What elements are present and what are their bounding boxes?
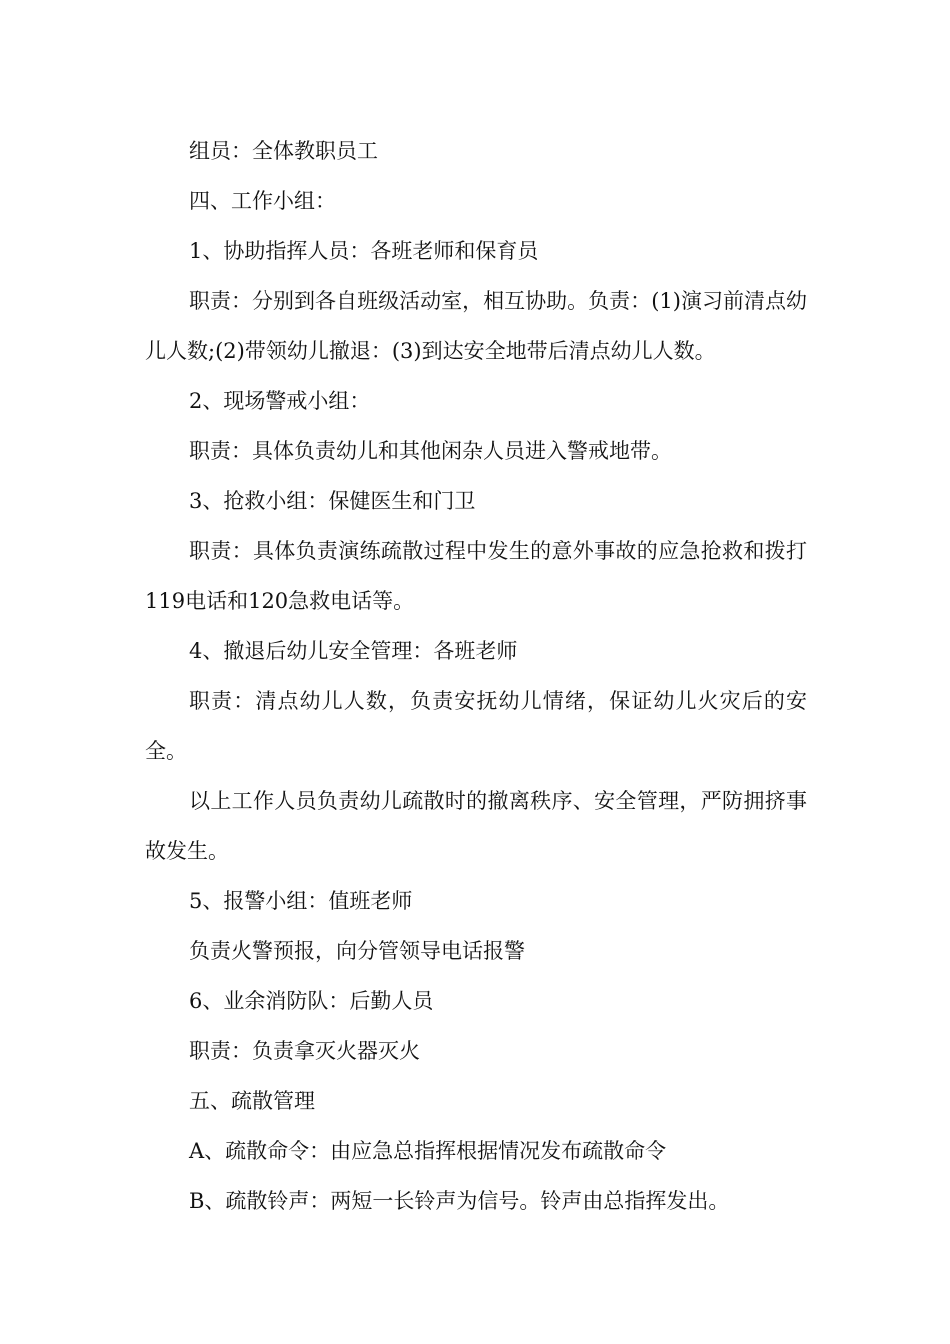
paragraph-summary: 以上工作人员负责幼儿疏散时的撤离秩序、安全管理，严防拥挤事故发生。 xyxy=(145,789,807,863)
paragraph-group-5: 5、报警小组：值班老师 xyxy=(189,889,413,913)
document-body xyxy=(145,126,807,1226)
paragraph-group-2: 2、现场警戒小组： xyxy=(189,389,371,413)
paragraph-duty-4: 职责：清点幼儿人数，负责安抚幼儿情绪，保证幼儿火灾后的安全。 xyxy=(145,689,807,763)
paragraph-duty-5: 负责火警预报，向分管领导电话报警 xyxy=(189,939,525,963)
paragraph-group-1: 1、协助指挥人员：各班老师和保育员 xyxy=(189,239,539,263)
paragraph-duty-3: 职责：具体负责演练疏散过程中发生的意外事故的应急抢救和拨打119电话和120急救电话等。 xyxy=(145,539,807,613)
paragraph-duty-1: 职责：分别到各自班级活动室，相互协助。负责：(1)演习前清点幼儿人数;(2)带领幼儿撤退：(3)到达安全地带后清点幼儿人数。 xyxy=(145,289,807,363)
paragraph-evacuation-b: B、疏散铃声：两短一长铃声为信号。铃声由总指挥发出。 xyxy=(189,1189,730,1213)
paragraph-group-3: 3、抢救小组：保健医生和门卫 xyxy=(189,489,476,513)
heading-evacuation: 五、疏散管理 xyxy=(189,1089,315,1113)
paragraph-members: 组员：全体教职员工 xyxy=(189,139,378,163)
paragraph-group-6: 6、业余消防队：后勤人员 xyxy=(189,989,434,1013)
heading-work-groups: 四、工作小组： xyxy=(189,189,336,213)
paragraph-duty-2: 职责：具体负责幼儿和其他闲杂人员进入警戒地带。 xyxy=(189,439,672,463)
paragraph-group-4: 4、撤退后幼儿安全管理：各班老师 xyxy=(189,639,518,663)
paragraph-evacuation-a: A、疏散命令：由应急总指挥根据情况发布疏散命令 xyxy=(189,1139,667,1163)
paragraph-duty-6: 职责：负责拿灭火器灭火 xyxy=(189,1039,420,1063)
